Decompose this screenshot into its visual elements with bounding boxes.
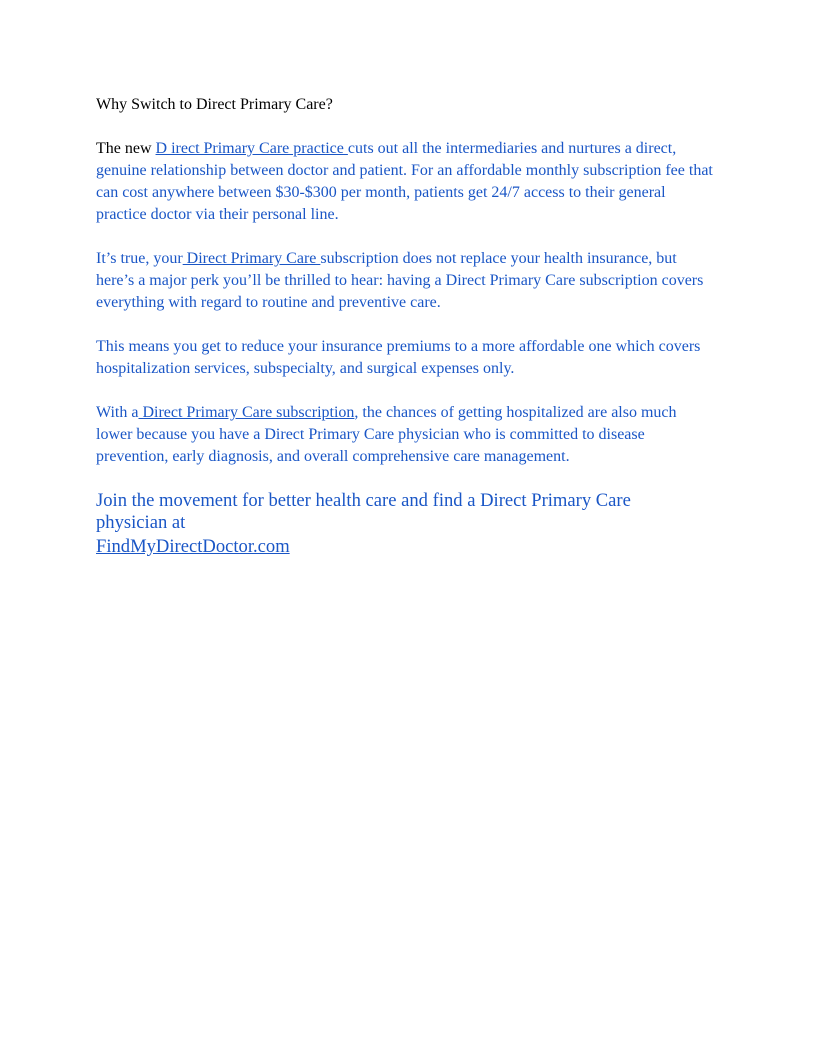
paragraph-hospitalization <box>96 402 716 468</box>
direct-primary-care-practice-link[interactable]: D irect Primary Care practice <box>155 140 348 157</box>
call-to-action <box>96 490 696 558</box>
paragraph-premiums-body: This means you get to reduce your insurance premiums to a more affordable one which covers hospitalization services, subspecialty, and surgical expenses only. <box>96 338 701 377</box>
call-to-action-text: Join the movement for better health care and find a Direct Primary Care physician at <box>96 490 631 533</box>
paragraph-intro <box>96 138 716 226</box>
paragraph-insurance-lead: It’s true, your <box>96 250 183 267</box>
paragraph-insurance-body: subscription does not replace your health insurance, but here’s a major perk you’ll be thrilled to hear: having a Direct Primary Care subscription covers everything with regard to routine and preventive care. <box>96 250 704 311</box>
document-title: Why Switch to Direct Primary Care? <box>96 96 333 113</box>
paragraph-premiums <box>96 336 716 380</box>
paragraph-hospitalization-body: , the chances of getting hospitalized are also much lower because you have a Direct Primary Care physician who is committed to disease prevention, early diagnosis, and overall comprehensive care management. <box>96 404 677 465</box>
paragraph-intro-lead: The new <box>96 140 156 157</box>
paragraph-insurance <box>96 248 716 314</box>
document-page <box>96 94 716 558</box>
paragraph-hospitalization-lead: With a <box>96 404 139 421</box>
direct-primary-care-subscription-link[interactable]: Direct Primary Care subscription <box>138 404 355 421</box>
direct-primary-care-link[interactable]: Direct Primary Care <box>182 250 321 267</box>
find-my-direct-doctor-link[interactable]: FindMyDirectDoctor.com <box>96 536 290 557</box>
paragraph-intro-body: cuts out all the intermediaries and nurtures a direct, genuine relationship between doctor and patient. For an affordable monthly subscription fee that can cost anywhere between $30-$300 per month, patients get 24/7 access to their general practice doctor via their personal line. <box>96 140 713 223</box>
